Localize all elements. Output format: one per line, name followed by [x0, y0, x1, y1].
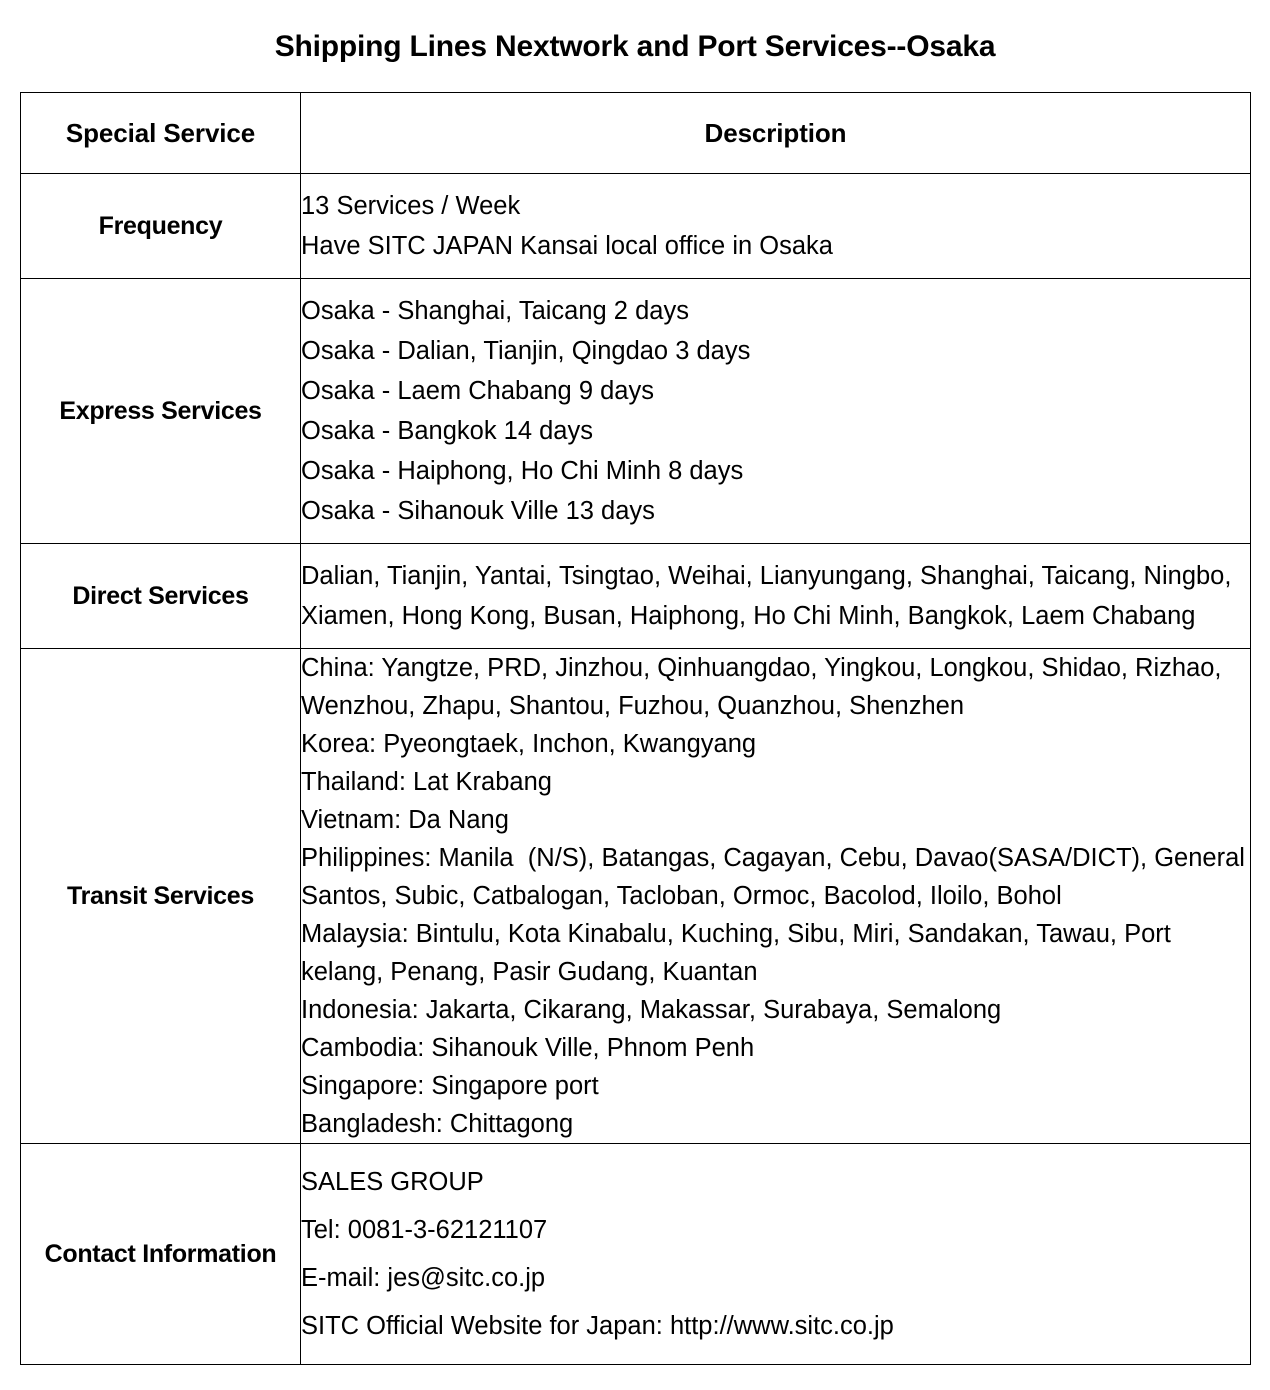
direct-services-text: Dalian, Tianjin, Yantai, Tsingtao, Weihai, Lianyungang, Shanghai, Taicang, Ningbo, Xiamen, Hong Kong, Busan, Haiphong, Ho Chi Minh, Bangkok, Laem Chabang	[301, 562, 1239, 630]
table-row-direct-services	[21, 544, 1251, 649]
express-line-3: Osaka - Laem Chabang 9 days	[301, 377, 654, 405]
table-row-frequency	[21, 174, 1251, 279]
table-row-transit-services	[21, 649, 1251, 1144]
row-description-contact-information	[301, 1144, 1251, 1365]
express-line-5: Osaka - Haiphong, Ho Chi Minh 8 days	[301, 457, 744, 485]
express-line-4: Osaka - Bangkok 14 days	[301, 417, 593, 445]
transit-line-china: China: Yangtze, PRD, Jinzhou, Qinhuangdao, Yingkou, Longkou, Shidao, Rizhao, Wenzhou, Zhapu, Shantou, Fuzhou, Quanzhou, Shenzhen	[301, 654, 1229, 720]
column-header-description: Description	[301, 93, 1251, 174]
table-row-express-services	[21, 279, 1251, 544]
express-line-2: Osaka - Dalian, Tianjin, Qingdao 3 days	[301, 337, 751, 365]
special-services-table	[20, 92, 1251, 1365]
transit-line-korea: Korea: Pyeongtaek, Inchon, Kwangyang	[301, 730, 757, 758]
frequency-line-2: Have SITC JAPAN Kansai local office in Osaka	[301, 232, 833, 260]
row-description-direct-services	[301, 544, 1251, 649]
contact-telephone: Tel: 0081-3-62121107	[301, 1216, 548, 1244]
page-title: Shipping Lines Nextwork and Port Services--Osaka	[274, 30, 996, 63]
transit-line-vietnam: Vietnam: Da Nang	[301, 806, 509, 834]
transit-line-cambodia: Cambodia: Sihanouk Ville, Phnom Penh	[301, 1034, 755, 1062]
row-label-direct-services: Direct Services	[21, 544, 301, 649]
express-line-6: Osaka - Sihanouk Ville 13 days	[301, 497, 655, 525]
row-label-contact-information: Contact Information	[21, 1144, 301, 1365]
table-header-row	[21, 93, 1251, 174]
contact-website: SITC Official Website for Japan: http://www.sitc.co.jp	[301, 1312, 894, 1340]
contact-email: E-mail: jes@sitc.co.jp	[301, 1264, 546, 1292]
row-description-frequency	[301, 174, 1251, 279]
express-line-1: Osaka - Shanghai, Taicang 2 days	[301, 297, 689, 325]
transit-line-thailand: Thailand: Lat Krabang	[301, 768, 552, 796]
transit-line-philippines: Philippines: Manila (N/S), Batangas, Cagayan, Cebu, Davao(SASA/DICT), General Santos, Subic, Catbalogan, Tacloban, Ormoc, Bacolod, Iloilo, Bohol	[301, 844, 1253, 910]
row-description-transit-services	[301, 649, 1251, 1144]
table-row-contact-information	[21, 1144, 1251, 1365]
row-label-transit-services: Transit Services	[21, 649, 301, 1144]
transit-line-bangladesh: Bangladesh: Chittagong	[301, 1110, 574, 1138]
frequency-line-1: 13 Services / Week	[301, 192, 521, 220]
contact-sales-group: SALES GROUP	[301, 1168, 484, 1196]
transit-line-indonesia: Indonesia: Jakarta, Cikarang, Makassar, Surabaya, Semalong	[301, 996, 1002, 1024]
row-label-frequency: Frequency	[21, 174, 301, 279]
row-description-express-services	[301, 279, 1251, 544]
column-header-special-service: Special Service	[21, 93, 301, 174]
transit-line-singapore: Singapore: Singapore port	[301, 1072, 599, 1100]
row-label-express-services: Express Services	[21, 279, 301, 544]
transit-line-malaysia: Malaysia: Bintulu, Kota Kinabalu, Kuching, Sibu, Miri, Sandakan, Tawau, Port kelang, Penang, Pasir Gudang, Kuantan	[301, 920, 1178, 986]
